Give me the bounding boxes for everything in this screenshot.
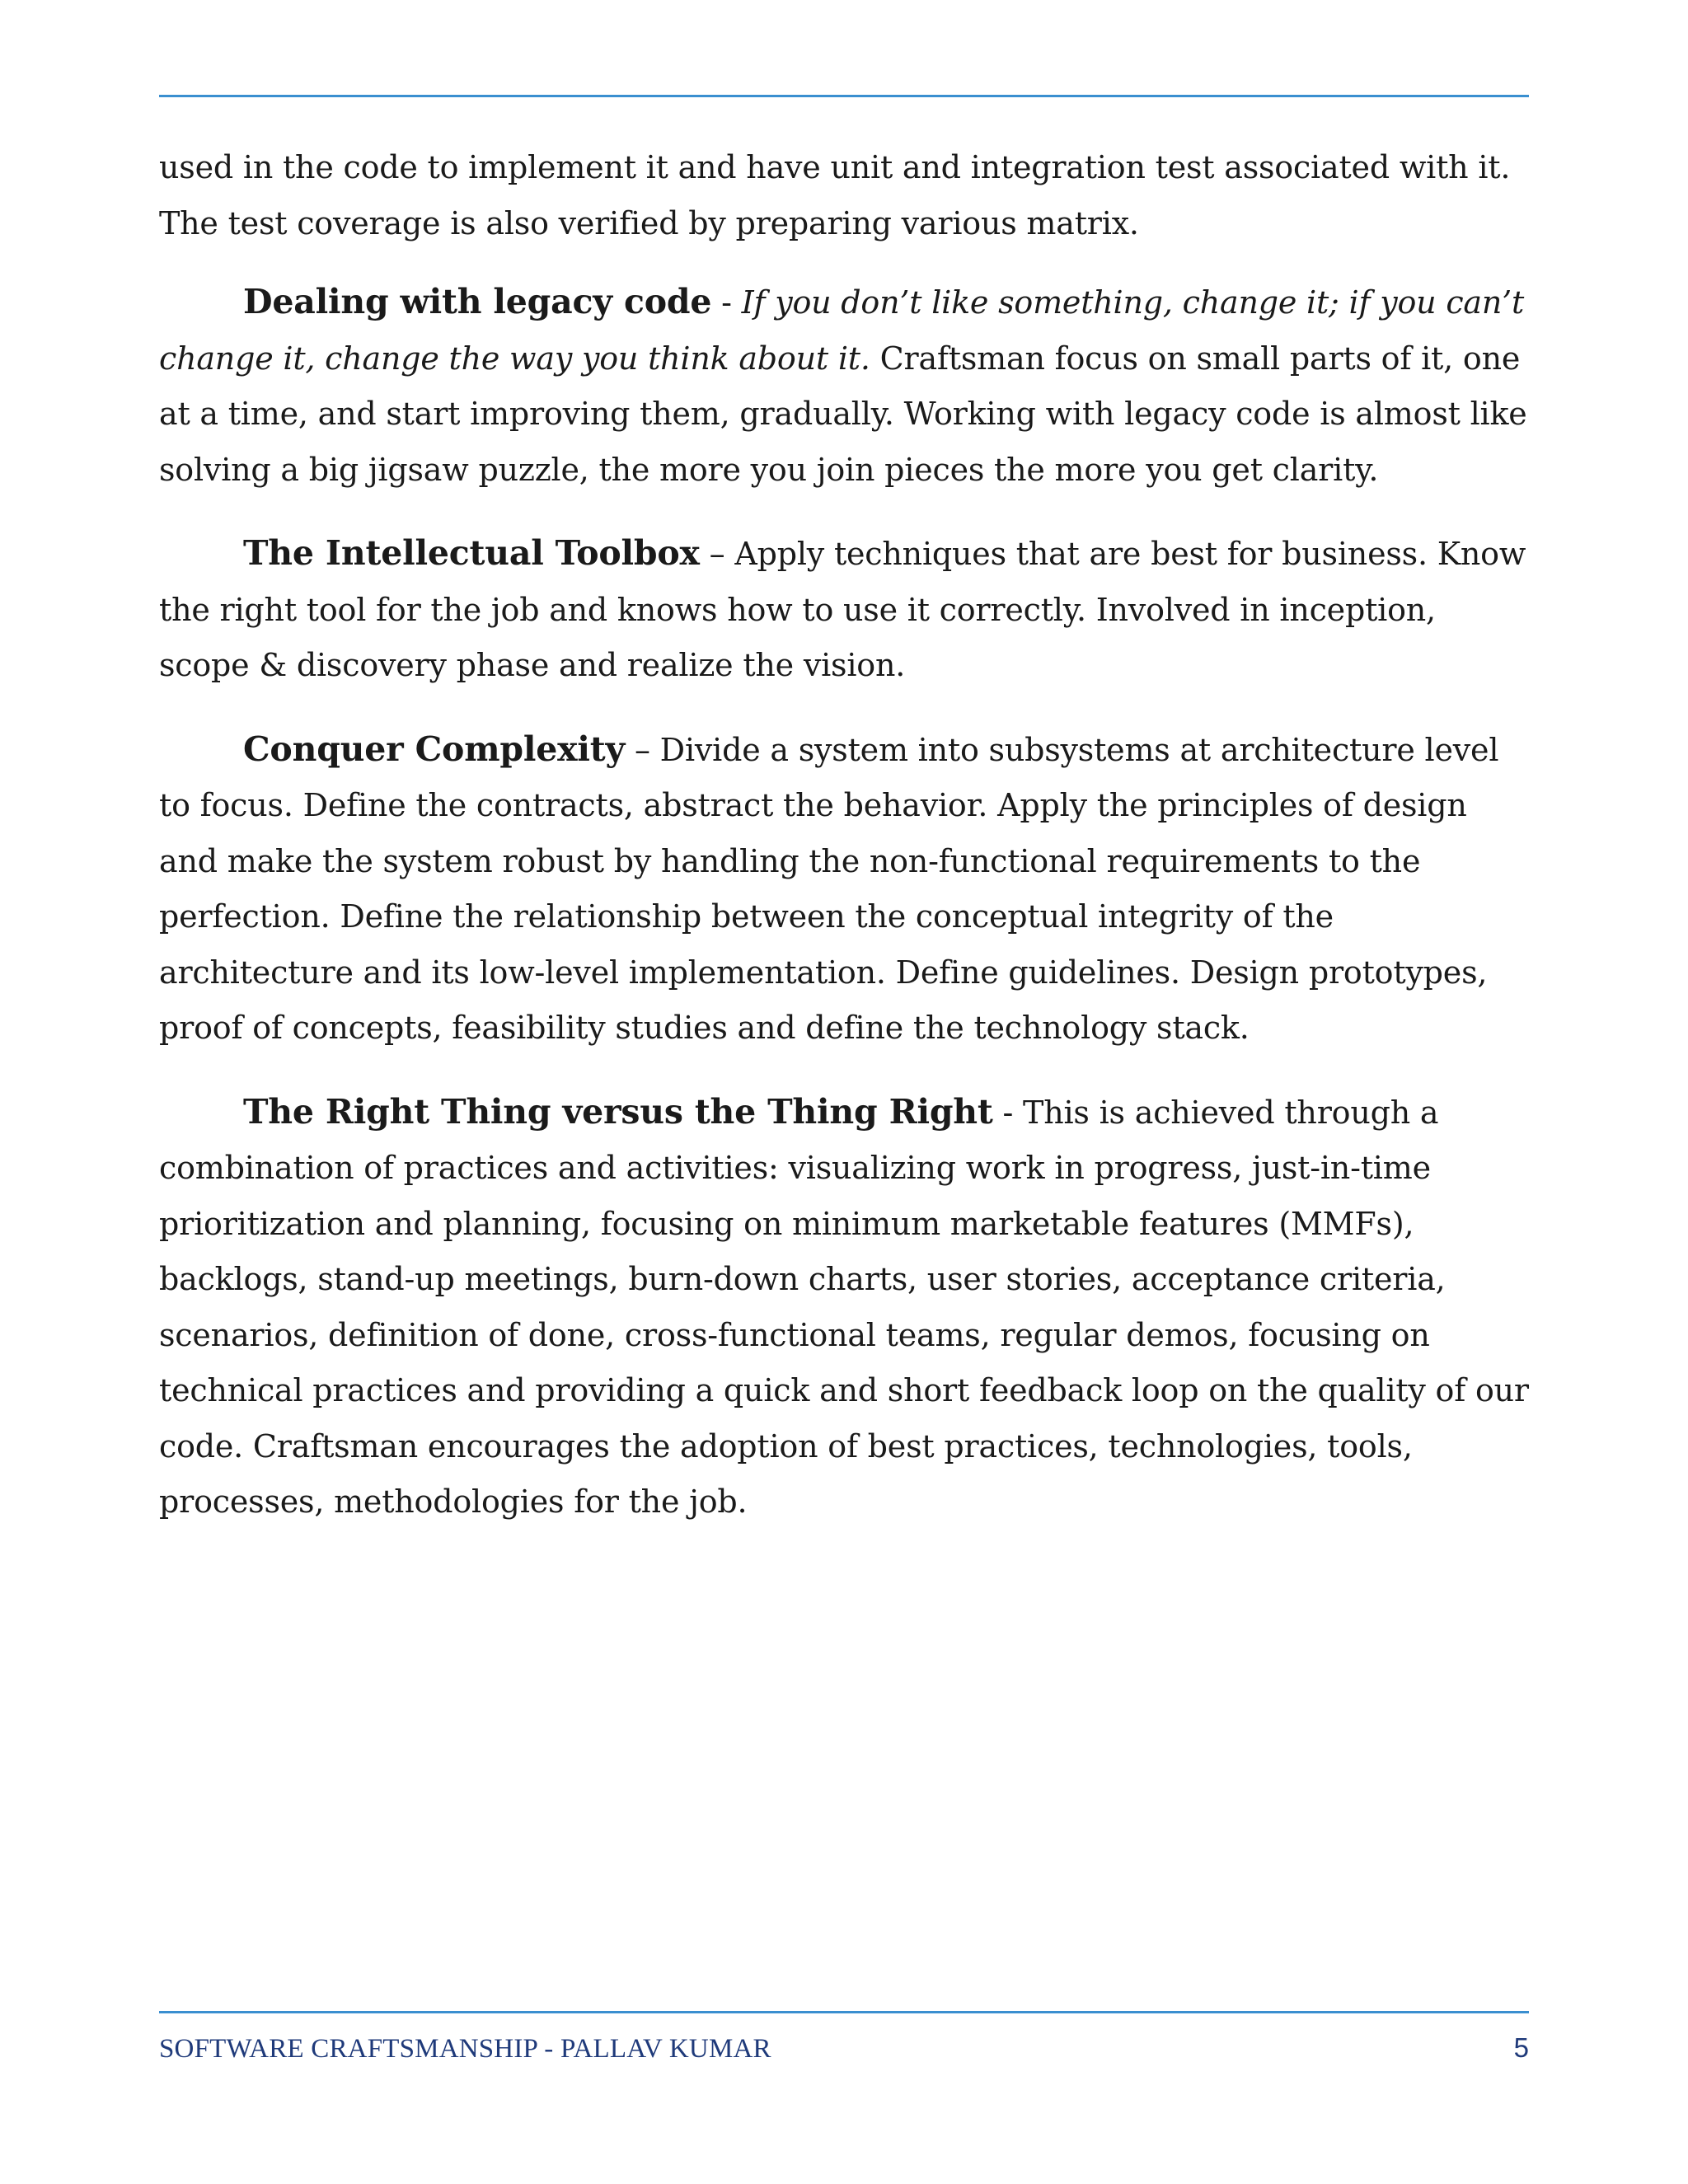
section-body: Apply techniques that are best for business. Know the right tool for the job and knows how to use it correctly. Involved in inception, scope & discovery phase and realize the vision.: [159, 536, 1526, 683]
section-separator: –: [699, 536, 735, 572]
section-heading: The Intellectual Toolbox: [243, 533, 700, 573]
section-heading: The Right Thing versus the Thing Right: [243, 1091, 993, 1132]
section-legacy-code: [159, 274, 1529, 498]
footer-title: SOFTWARE CRAFTSMANSHIP - PALLAV KUMAR: [159, 2034, 771, 2064]
section-right-thing: [159, 1085, 1529, 1530]
section-body: Divide a system into subsystems at architecture level to focus. Define the contracts, abstract the behavior. Apply the principles of design and make the system robust by handling the non-functional requirements to the perfection. Define the relationship between the conceptual integrity of the architecture and its low-level implementation. Define guidelines. Design prototypes, proof of concepts, feasibility studies and define the technology stack.: [159, 731, 1499, 1046]
section-separator: –: [625, 731, 660, 768]
section-separator: -: [711, 284, 742, 321]
section-body: This is achieved through a combination of practices and activities: visualizing work in progress, just-in-time prioritization and planning, focusing on minimum marketable features (MMFs), backlogs, stand-up meetings, burn-down charts, user stories, acceptance criteria, scenarios, definition of done, cross-functional teams, regular demos, focusing on technical practices and providing a quick and short feedback loop on the quality of our code. Craftsman encourages the adoption of best practices, technologies, tools, processes, methodologies for the job.: [159, 1094, 1529, 1520]
page-content: [159, 140, 1529, 1558]
section-heading: Conquer Complexity: [243, 729, 626, 769]
footer-rule: [159, 2011, 1529, 2013]
section-body: Craftsman focus on small parts of it, one at a time, and start improving them, gradually. Working with legacy code is almost like solving a big jigsaw puzzle, the more you join pieces the more you get clarity.: [159, 340, 1527, 488]
intro-paragraph: used in the code to implement it and have unit and integration test associated with it. The test coverage is also verified by preparing various matrix.: [159, 149, 1511, 241]
section-intellectual-toolbox: [159, 526, 1529, 694]
section-quote: If you don’t like something, change it; if you can’t change it, change the way you think about it.: [159, 284, 1525, 377]
section-conquer-complexity: [159, 722, 1529, 1057]
page-number: 5: [1513, 2032, 1529, 2063]
header-rule: [159, 95, 1529, 97]
section-separator: -: [992, 1094, 1024, 1131]
section-heading: Dealing with legacy code: [243, 282, 712, 321]
